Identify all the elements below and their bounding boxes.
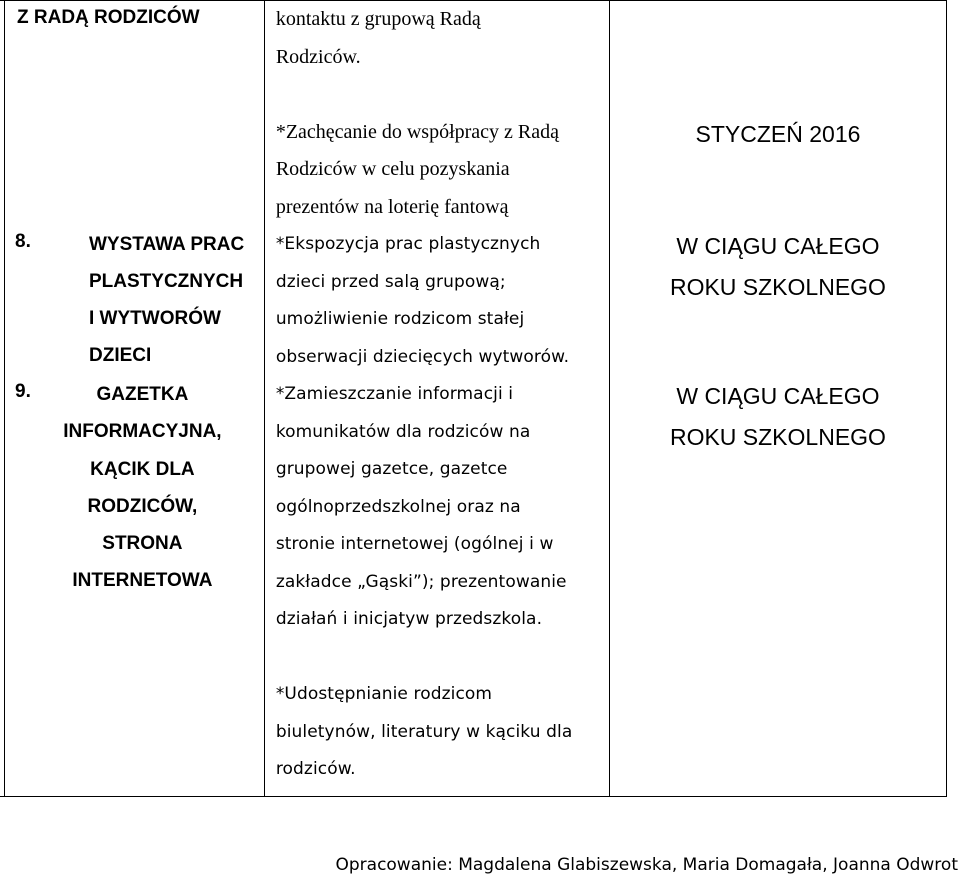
description-line: *Ekspozycja prac plastycznych [275,234,541,254]
description-line [276,76,609,114]
term-cell [609,1,946,227]
activity-name-line: WYSTAWA PRAC [89,234,245,255]
description-cell [264,376,609,797]
footer-authors: Opracowanie: Magdalena Glabiszewska, Maria Domagała, Joanna Odwrot [335,855,958,875]
term-line: W CIĄGU CAŁEGO [676,383,880,409]
activity-name-line: RODZICÓW, [87,495,198,517]
activity-name-line: INTERNETOWA [72,570,213,592]
activity-name-line: KĄCIK DLA [90,458,195,480]
activity-name-line: PLASTYCZNYCH [89,271,244,292]
description-cell [264,1,609,227]
description-line: Rodziców w celu pozyskania [275,158,510,180]
description-line: komunikatów dla rodziców na [275,421,531,442]
description-line: prezentów na loterię fantową [275,195,509,218]
term-line: STYCZEŃ 2016 [695,121,861,147]
table-row [0,1,947,227]
description-line [276,639,609,677]
term-cell [609,376,946,797]
description-line: Rodziców. [275,45,361,68]
description-line: biuletynów, literatury w kąciku dla [275,721,573,742]
description-line: *Zachęcanie do współpracy z Radą [275,120,560,143]
description-cell [264,226,609,376]
description-line: stronie internetowej (ogólnej i w [275,534,554,554]
description-line: grupowej gazetce, gazetce [275,459,508,479]
term-line: W CIĄGU CAŁEGO [676,233,880,259]
term-line: ROKU SZKOLNEGO [669,424,886,450]
name-cell [5,376,265,797]
description-line: działań i inicjatyw przedszkola. [275,609,543,629]
activity-name-line: Z RADĄ RODZICÓW [17,7,200,28]
activity-name-line: GAZETKA [96,384,189,405]
term-cell [609,226,946,376]
description-line: obserwacji dziecięcych wytworów. [275,346,570,367]
description-line: zakładce „Gąski”); prezentowanie [275,571,567,592]
table-row [0,376,947,797]
row-number: 9. [15,381,31,402]
description-line: umożliwienie rodzicom stałej [275,309,525,329]
name-cell [5,1,265,227]
description-line: *Udostępnianie rodzicom [275,684,493,704]
description-line: dzieci przed salą grupową; [275,271,506,292]
activity-name-line: INFORMACYJNA, [63,421,222,443]
description-line: ogólnoprzedszkolnej oraz na [275,496,521,517]
row-number: 8. [15,231,31,252]
description-line: kontaktu z grupową Radą [275,8,481,30]
description-line: rodziców. [275,759,356,779]
description-line: *Zamieszczanie informacji i [275,384,514,404]
name-cell [5,226,265,376]
activity-name-line: I WYTWORÓW DZIECI [89,308,221,366]
term-line: ROKU SZKOLNEGO [669,274,886,300]
table-row [0,226,947,376]
activity-name-line: STRONA [102,533,183,555]
